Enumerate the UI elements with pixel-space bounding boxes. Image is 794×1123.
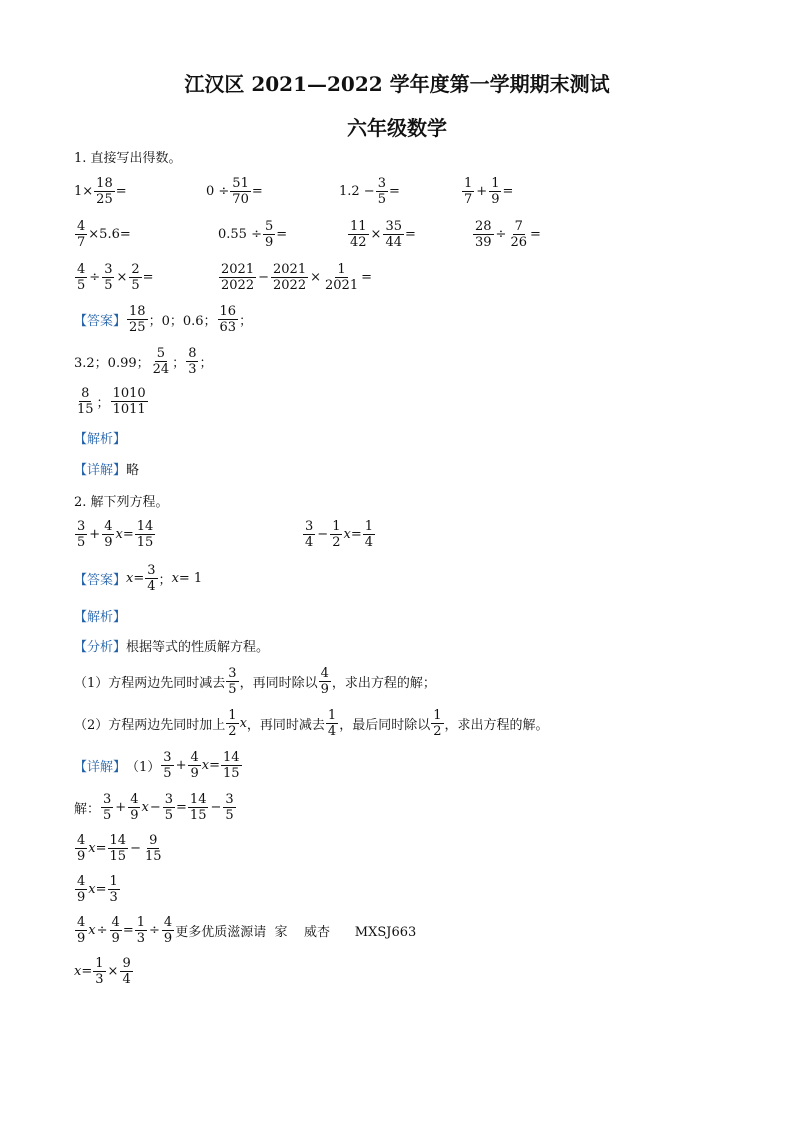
fraction: $\frac{1}{4}$ <box>364 519 373 550</box>
q1-item-6: 0.55 ÷ $\frac{5}{9}$ = <box>218 219 288 250</box>
fraction: $\frac{1010}{1011}$ <box>112 386 146 417</box>
fraction: $\frac{18}{25}$ <box>129 304 146 335</box>
fraction: $\frac{11}{42}$ <box>350 219 367 250</box>
q1-item-2: 0 ÷ $\frac{51}{70}$ = <box>206 176 263 207</box>
q2-solution-line-3: $\frac{4}{9}$ x = $\frac{1}{3}$ <box>77 874 118 905</box>
fraction: $\frac{1}{4}$ <box>327 708 337 739</box>
q1-item-3: 1.2 − $\frac{3}{5}$ = <box>339 176 400 207</box>
fraction: $\frac{3}{5}$ <box>225 792 234 823</box>
q1-item-8: $\frac{28}{39}$ ÷ $\frac{7}{26}$ = <box>475 219 541 250</box>
fraction: $\frac{1}{3}$ <box>109 874 118 905</box>
fraction: $\frac{3}{5}$ <box>77 519 86 550</box>
fraction: $\frac{14}{15}$ <box>109 833 127 864</box>
fraction: $\frac{35}{44}$ <box>385 219 402 250</box>
q2-equation-2: $\frac{3}{4}$ − $\frac{1}{2}$ x = $\frac{1}{4}$ <box>305 519 373 550</box>
q2-heading: 2. 解下列方程。 <box>74 495 169 510</box>
fraction: $\frac{5}{9}$ <box>264 219 274 250</box>
q1-item-1: 1× $\frac{18}{25}$ = <box>74 176 127 207</box>
q2-detail: 【详解】 （1） $\frac{3}{5}$ + $\frac{4}{9}$ x = $\frac{14}{15}$ <box>74 750 240 781</box>
q1-item-7: $\frac{11}{42}$ × $\frac{35}{44}$ = <box>350 219 416 250</box>
fraction: $\frac{8}{15}$ <box>77 386 94 417</box>
q1-item-5: $\frac{4}{7}$ ×5.6= <box>77 219 131 250</box>
fraction: $\frac{3}{5}$ <box>228 666 237 697</box>
q1-item-4: $\frac{1}{7}$ + $\frac{1}{9}$ = <box>464 176 514 207</box>
q1-heading: 1. 直接写出得数。 <box>74 151 182 166</box>
fraction: $\frac{1}{3}$ <box>136 915 145 946</box>
q1-item-10: $\frac{2021}{2022}$ − $\frac{2021}{2022}$ × $\frac{1}{2021}$ = <box>221 262 372 293</box>
fraction: $\frac{4}{9}$ <box>77 915 86 946</box>
fraction: $\frac{4}{9}$ <box>111 915 120 946</box>
fraction: $\frac{4}{9}$ <box>104 519 113 550</box>
q2-fenxi: 【分析】根据等式的性质解方程。 <box>74 640 270 655</box>
fraction: $\frac{1}{2}$ <box>332 519 341 550</box>
q2-solution-line-2: $\frac{4}{9}$ x = $\frac{14}{15}$ − $\frac{9}{15}$ <box>77 833 162 864</box>
q2-solution-line-4: $\frac{4}{9}$ x ÷ $\frac{4}{9}$ = $\frac{1}{3}$ ÷ $\frac{4}{9}$ 更多优质滋源请 家 威杏 MXSJ663 <box>77 915 417 946</box>
fraction: $\frac{8}{3}$ <box>188 346 197 377</box>
fraction: $\frac{1}{9}$ <box>491 176 500 207</box>
q2-step-2: （2）方程两边先同时加上 $\frac{1}{2}$ x ，再同时减去 $\frac{1}{4}$ ，最后同时除以 $\frac{1}{2}$ ，求出方程的解。 <box>74 708 549 739</box>
q1-answer-line-2: 3.2；0.99； $\frac{5}{24}$ ； $\frac{8}{3}$ ； <box>74 346 213 377</box>
fraction: $\frac{2021}{2022}$ <box>221 262 255 293</box>
fraction: $\frac{3}{4}$ <box>147 563 156 594</box>
q2-step-1: （1）方程两边先同时减去 $\frac{3}{5}$ ，再同时除以 $\frac{4}{9}$ ，求出方程的解； <box>74 666 436 697</box>
page-subtitle: 六年级数学 <box>347 116 447 140</box>
q2-answer: 【答案】 x = $\frac{3}{4}$ ； x = 1 <box>74 563 203 594</box>
fraction: $\frac{28}{39}$ <box>475 219 492 250</box>
fraction: $\frac{4}{9}$ <box>77 833 86 864</box>
fraction: $\frac{14}{15}$ <box>189 792 207 823</box>
fraction: $\frac{1}{7}$ <box>464 176 473 207</box>
fraction: $\frac{2}{5}$ <box>131 262 140 293</box>
q2-analysis-tag: 【解析】 <box>74 610 127 625</box>
watermark-note: 更多优质滋源请 家 威杏 MXSJ663 <box>175 925 417 940</box>
answer-tag: 【答案】 <box>74 314 127 329</box>
fraction: $\frac{3}{5}$ <box>164 792 174 823</box>
fraction: $\frac{4}{9}$ <box>190 750 199 781</box>
page-title: 江汉区 2021—2022 学年度第一学期期末测试 <box>184 72 610 96</box>
q1-detail: 【详解】略 <box>74 463 140 478</box>
fraction: $\frac{7}{26}$ <box>510 219 527 250</box>
q2-solution-line-1: 解： $\frac{3}{5}$ + $\frac{4}{9}$ x − $\frac{3}{5}$ = $\frac{14}{15}$ − $\frac{3}{5}$ <box>74 792 234 823</box>
fraction: $\frac{1}{2}$ <box>228 708 237 739</box>
fraction: $\frac{51}{70}$ <box>232 176 249 207</box>
fraction: $\frac{9}{4}$ <box>122 956 131 987</box>
fraction: $\frac{4}{9}$ <box>320 666 329 697</box>
fraction: $\frac{1}{2}$ <box>433 708 442 739</box>
fraction: $\frac{18}{25}$ <box>96 176 113 207</box>
fraction: $\frac{3}{5}$ <box>377 176 386 207</box>
fraction: $\frac{4}{7}$ <box>77 219 86 250</box>
fraction: $\frac{4}{5}$ <box>77 262 86 293</box>
q1-item-9: $\frac{4}{5}$ ÷ $\frac{3}{5}$ × $\frac{2}{5}$ = <box>77 262 154 293</box>
fraction: $\frac{3}{5}$ <box>103 792 112 823</box>
fraction: $\frac{4}{9}$ <box>77 874 86 905</box>
fraction: $\frac{2021}{2022}$ <box>273 262 307 293</box>
q1-answer-line-3: $\frac{8}{15}$ ； $\frac{1010}{1011}$ <box>77 386 146 417</box>
q1-analysis-tag: 【解析】 <box>74 432 127 447</box>
fraction: $\frac{14}{15}$ <box>136 519 154 550</box>
fraction: $\frac{4}{9}$ <box>130 792 139 823</box>
fraction: $\frac{3}{5}$ <box>104 262 113 293</box>
fraction: $\frac{5}{24}$ <box>152 346 170 377</box>
q2-equation-1: $\frac{3}{5}$ + $\frac{4}{9}$ x = $\frac{14}{15}$ <box>77 519 154 550</box>
q2-solution-line-5: x = $\frac{1}{3}$ × $\frac{9}{4}$ <box>74 956 131 987</box>
fraction: $\frac{3}{4}$ <box>305 519 314 550</box>
fraction: $\frac{9}{15}$ <box>144 833 162 864</box>
fraction: $\frac{16}{63}$ <box>219 304 237 335</box>
fraction: $\frac{4}{9}$ <box>163 915 173 946</box>
q1-answer-line-1: 【答案】 $\frac{18}{25}$ ；0；0.6； $\frac{16}{63}$ ； <box>74 304 253 335</box>
fraction: $\frac{14}{15}$ <box>223 750 240 781</box>
fraction: $\frac{1}{3}$ <box>95 956 104 987</box>
fraction: $\frac{3}{5}$ <box>163 750 172 781</box>
fraction: $\frac{1}{2021}$ <box>325 262 359 293</box>
